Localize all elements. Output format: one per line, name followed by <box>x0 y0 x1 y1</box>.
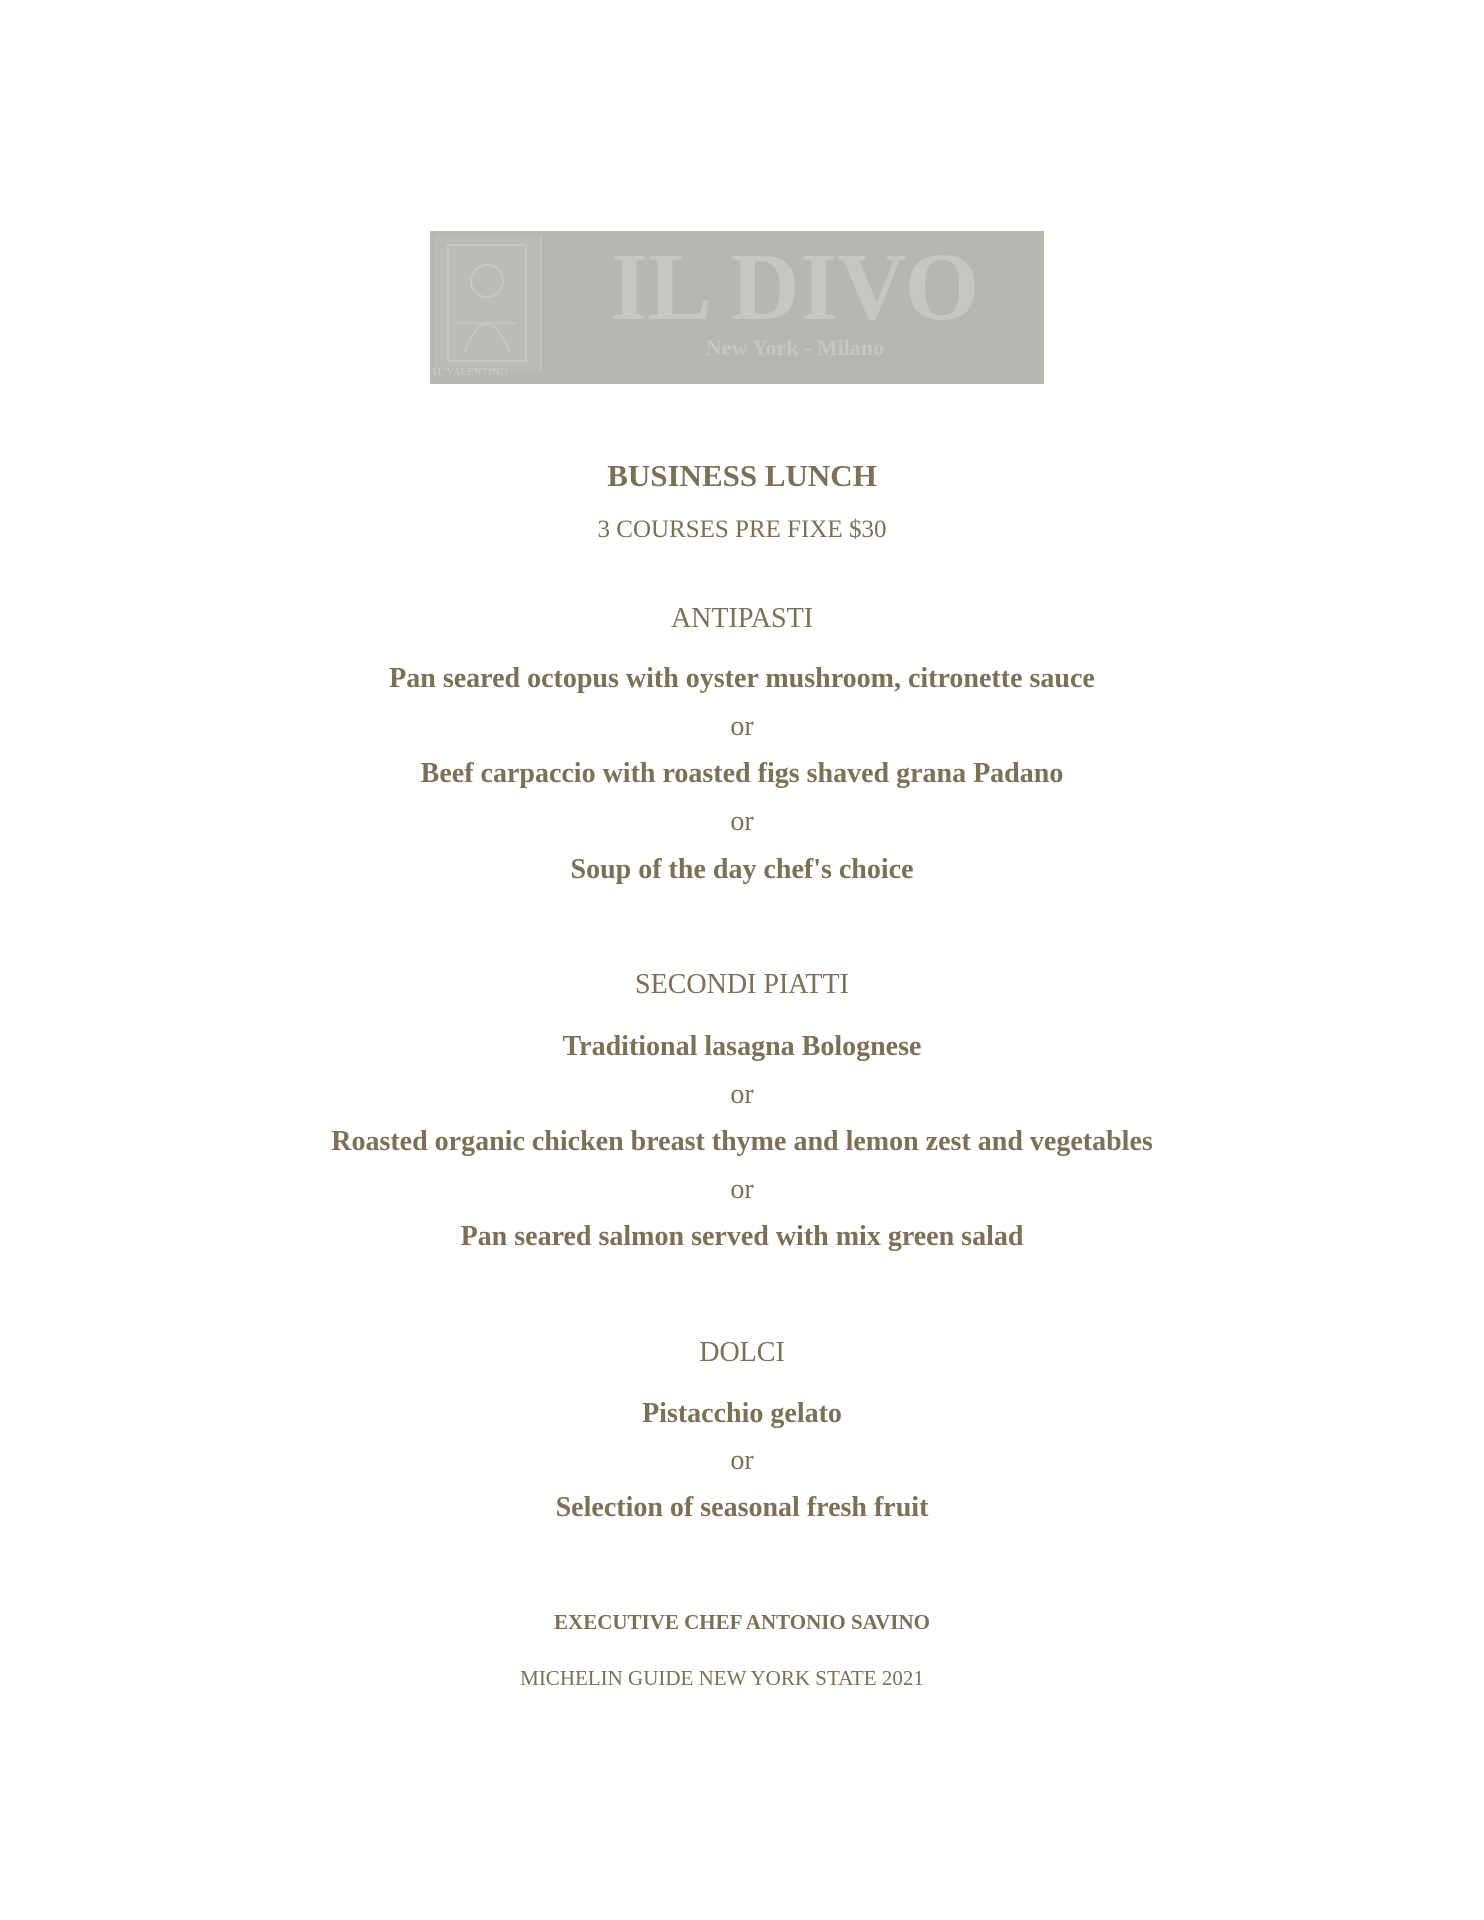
section-heading-antipasti: ANTIPASTI <box>670 603 814 634</box>
section-heading-dolci: DOLCI <box>699 1337 785 1368</box>
menu-subtitle: 3 COURSES PRE FIXE $30 <box>597 516 887 543</box>
dish-item: Pan seared octopus with oyster mushroom, citronette sauce <box>389 663 1095 694</box>
or-separator: or <box>730 1174 754 1205</box>
executive-chef: EXECUTIVE CHEF ANTONIO SAVINO <box>554 1610 930 1634</box>
dish-item: Roasted organic chicken breast thyme and lemon zest and vegetables <box>331 1126 1153 1157</box>
michelin-guide: MICHELIN GUIDE NEW YORK STATE 2021 <box>520 1666 924 1690</box>
logo-tagline: New York - Milano <box>705 335 885 360</box>
or-separator: or <box>730 806 754 837</box>
dish-item: Beef carpaccio with roasted figs shaved grana Padano <box>420 758 1064 789</box>
or-separator: or <box>730 1445 754 1476</box>
dish-item: Soup of the day chef's choice <box>570 854 914 885</box>
or-separator: or <box>730 1079 754 1110</box>
section-heading-secondi-piatti: SECONDI PIATTI <box>635 969 849 1000</box>
restaurant-logo <box>430 231 1044 384</box>
logo-emblem-icon <box>434 235 542 371</box>
or-separator: or <box>730 711 754 742</box>
logo-name: IL DIVO <box>610 233 980 340</box>
dish-item: Pistacchio gelato <box>642 1398 842 1429</box>
dish-item: Pan seared salmon served with mix green salad <box>460 1221 1024 1252</box>
dish-item: Selection of seasonal fresh fruit <box>555 1492 929 1523</box>
dish-item: Traditional lasagna Bolognese <box>562 1031 922 1062</box>
logo-emblem-caption: AL VALENTINO <box>430 367 508 378</box>
menu-title: BUSINESS LUNCH <box>607 458 877 493</box>
